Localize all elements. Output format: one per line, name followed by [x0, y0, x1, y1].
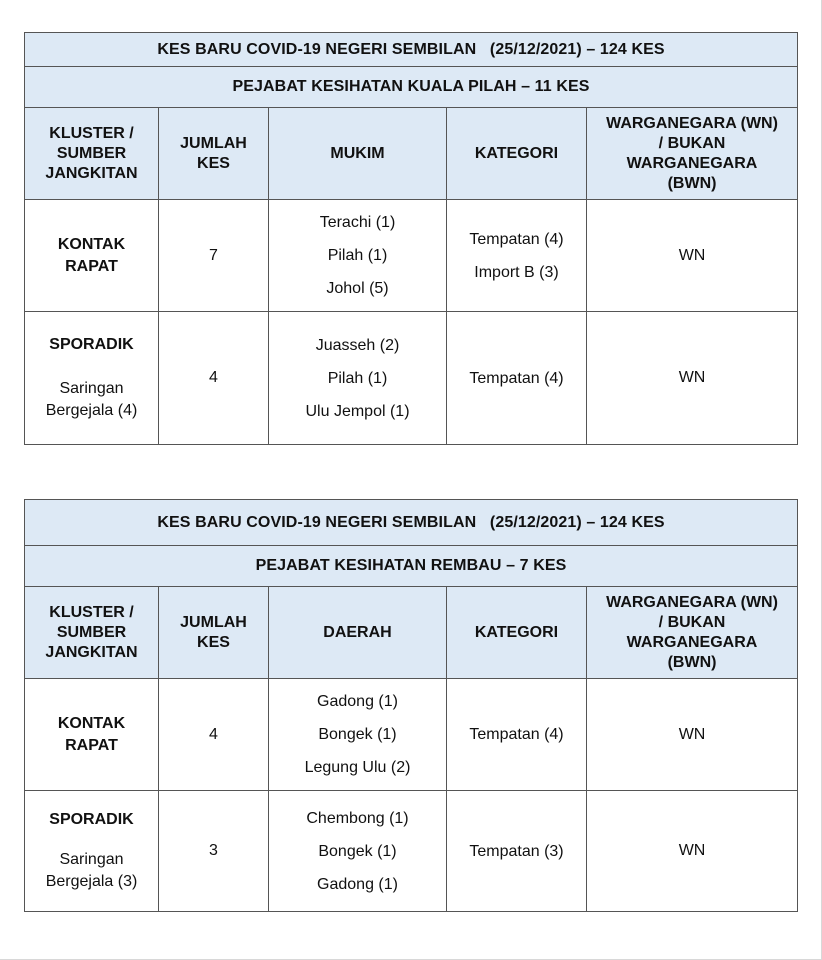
cluster-name: KONTAK [57, 235, 126, 253]
header-area: MUKIM [269, 108, 447, 200]
area-cell [269, 200, 447, 312]
count-cell: 3 [159, 791, 269, 912]
cluster-subtext: Bergejala (3) [45, 873, 138, 890]
citizenship-cell: WN [587, 791, 798, 912]
cluster-cell [25, 791, 159, 912]
header-citizenship-line: (BWN) [667, 174, 717, 192]
table-title [25, 500, 798, 546]
header-cluster-line: SUMBER [56, 623, 127, 641]
cluster-name: RAPAT [65, 257, 118, 275]
title-date: (25/12/2021) – 124 KES [489, 40, 665, 58]
citizenship-cell: WN [587, 679, 798, 791]
category-item: Tempatan (4) [469, 369, 564, 387]
header-cluster-line: KLUSTER / [49, 124, 134, 142]
category-item: Tempatan (3) [469, 842, 564, 860]
header-citizenship-line: WARGANEGARA [626, 154, 758, 172]
category-cell [447, 200, 587, 312]
header-cluster [25, 587, 159, 679]
header-cluster-line: JANGKITAN [45, 164, 138, 182]
header-cluster-line: KLUSTER / [49, 603, 134, 621]
office-heading: PEJABAT KESIHATAN KUALA PILAH – 11 KES [25, 67, 798, 108]
header-citizenship [587, 108, 798, 200]
header-cluster-line: SUMBER [56, 144, 127, 162]
cluster-name: SPORADIK [49, 336, 134, 353]
title-main: KES BARU COVID-19 NEGERI SEMBILAN [157, 40, 477, 58]
header-count-line: JUMLAH [180, 134, 247, 152]
cases-table-kuala-pilah [24, 32, 798, 445]
header-count-line: JUMLAH [180, 613, 247, 631]
area-cell [269, 312, 447, 445]
header-count [159, 108, 269, 200]
area-item: Gadong (1) [317, 875, 398, 893]
area-item: Gadong (1) [317, 693, 398, 710]
office-heading: PEJABAT KESIHATAN REMBAU – 7 KES [25, 546, 798, 587]
table-row [25, 200, 798, 312]
header-category: KATEGORI [447, 108, 587, 200]
count-cell: 4 [159, 679, 269, 791]
header-citizenship-line: WARGANEGARA (WN) [606, 593, 778, 611]
citizenship-cell: WN [587, 200, 798, 312]
cluster-name: RAPAT [65, 736, 118, 754]
header-citizenship-line: WARGANEGARA [626, 633, 758, 651]
area-item: Pilah (1) [327, 369, 388, 387]
citizenship-cell: WN [587, 312, 798, 445]
title-date: (25/12/2021) – 124 KES [489, 513, 665, 531]
cases-table-rembau [24, 499, 798, 912]
category-item: Tempatan (4) [469, 230, 564, 248]
count-cell: 7 [159, 200, 269, 312]
cluster-subtext: Saringan [59, 380, 124, 397]
area-item: Legung Ulu (2) [304, 759, 411, 776]
table-row [25, 312, 798, 445]
header-citizenship [587, 587, 798, 679]
cluster-cell [25, 200, 159, 312]
area-item: Pilah (1) [327, 247, 388, 264]
area-item: Bongek (1) [318, 726, 397, 743]
cluster-subtext: Saringan [59, 851, 124, 868]
cluster-name: SPORADIK [49, 811, 134, 828]
cluster-cell [25, 679, 159, 791]
title-main: KES BARU COVID-19 NEGERI SEMBILAN [157, 513, 477, 531]
header-count-line: KES [197, 633, 230, 651]
header-cluster [25, 108, 159, 200]
header-citizenship-line: WARGANEGARA (WN) [606, 114, 778, 132]
category-item: Tempatan (4) [469, 726, 564, 743]
cluster-subtext: Bergejala (4) [45, 402, 138, 419]
category-item: Import B (3) [474, 263, 559, 281]
area-item: Bongek (1) [318, 842, 397, 860]
header-area: DAERAH [269, 587, 447, 679]
header-citizenship-line: / BUKAN [658, 613, 726, 631]
area-item: Chembong (1) [306, 809, 409, 827]
category-cell [447, 679, 587, 791]
header-category: KATEGORI [447, 587, 587, 679]
header-cluster-line: JANGKITAN [45, 643, 138, 661]
area-item: Ulu Jempol (1) [305, 402, 410, 420]
table-title [25, 33, 798, 67]
area-cell [269, 791, 447, 912]
table-row [25, 679, 798, 791]
area-cell [269, 679, 447, 791]
area-item: Terachi (1) [319, 214, 396, 231]
header-citizenship-line: (BWN) [667, 653, 717, 671]
header-count [159, 587, 269, 679]
cluster-name: KONTAK [57, 714, 126, 732]
count-cell: 4 [159, 312, 269, 445]
table-row [25, 791, 798, 912]
header-count-line: KES [197, 154, 230, 172]
cluster-cell [25, 312, 159, 445]
header-citizenship-line: / BUKAN [658, 134, 726, 152]
area-item: Juasseh (2) [315, 336, 400, 354]
area-item: Johol (5) [326, 280, 389, 297]
category-cell [447, 312, 587, 445]
category-cell [447, 791, 587, 912]
